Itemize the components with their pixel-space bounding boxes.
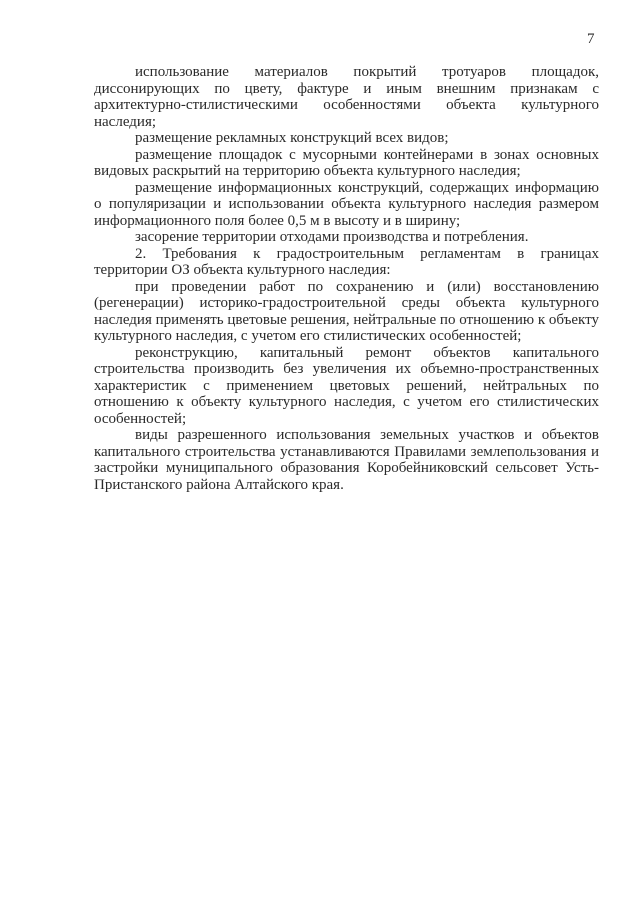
document-body (94, 64, 599, 493)
paragraph-reconstruction: реконструкцию, капитальный ремонт объектов капитального строительства производить без увеличения их объемно-пространственных характеристик с применением цветовых решений, нейтральных по отношению к объекту культурного наследия, с учетом его стилистических особенностей; (94, 344, 599, 427)
paragraph-information-structures: размещение информационных конструкций, содержащих информацию о популяризации и использовании объекта культурного наследия размером информационного поля более 0,5 м в высоту и в ширину; (94, 179, 599, 229)
paragraph-requirements-heading: 2. Требования к градостроительным регламентам в границах территории ОЗ объекта культурного наследия: (94, 245, 599, 278)
paragraph-advertising: размещение рекламных конструкций всех видов; (135, 130, 449, 146)
page-number: 7 (587, 31, 595, 47)
paragraph-color-solutions: при проведении работ по сохранению и (или) восстановлению (регенерации) историко-градостроительной среды объекта культурного наследия применять цветовые решения, нейтральные по отношению к объекту культурного наследия, с учетом его стилистических особенностей; (94, 278, 599, 344)
paragraph-permitted-use: виды разрешенного использования земельных участков и объектов капитального строительства устанавливаются Правилами землепользования и застройки муниципального образования Коробейниковский сельсовет Усть-Пристанского района Алтайского края. (94, 427, 599, 493)
paragraph-waste-containers: размещение площадок с мусорными контейнерами в зонах основных видовых раскрытий на территорию объекта культурного наследия; (94, 146, 599, 179)
paragraph-materials: использование материалов покрытий тротуаров площадок, диссонирующих по цвету, фактуре и иным внешним признакам с архитектурно-стилистическими особенностями объекта культурного наследия; (94, 64, 599, 130)
paragraph-littering: засорение территории отходами производства и потребления. (135, 229, 529, 245)
